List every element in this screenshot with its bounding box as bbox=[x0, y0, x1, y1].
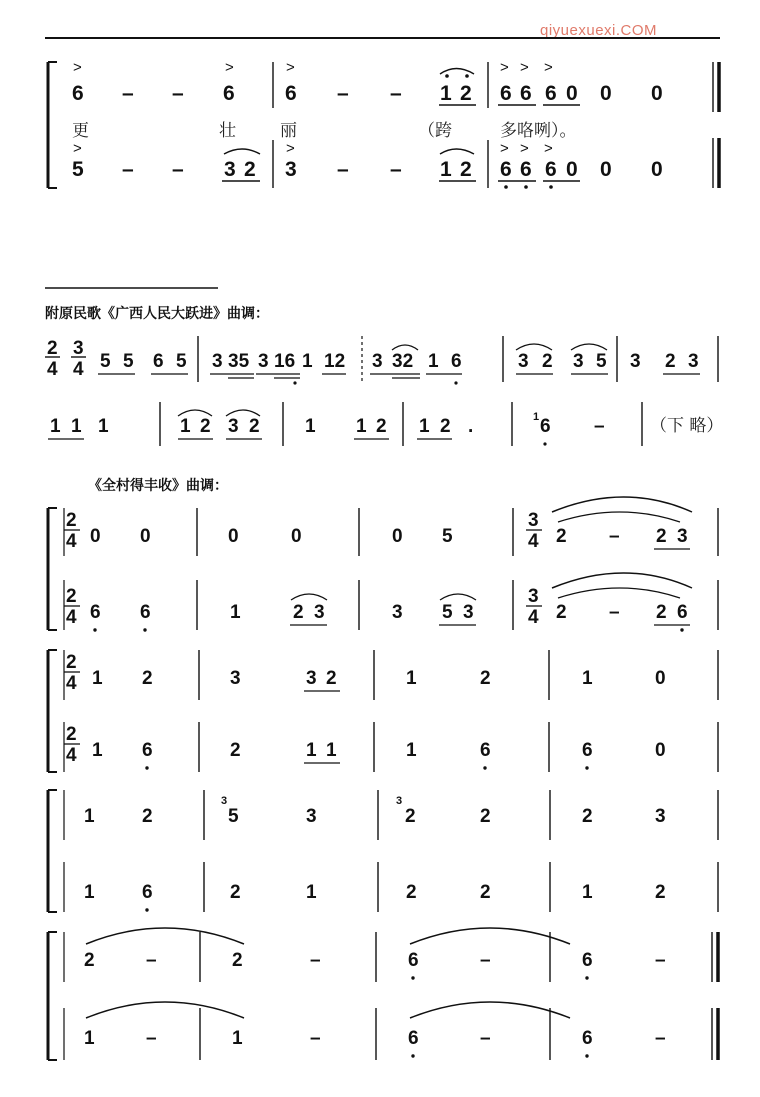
svg-text:4: 4 bbox=[73, 359, 84, 380]
svg-text:2: 2 bbox=[230, 882, 241, 903]
note: 1 bbox=[440, 158, 452, 181]
svg-text:2: 2 bbox=[230, 740, 241, 761]
note: 2 bbox=[460, 158, 472, 181]
svg-text:3: 3 bbox=[528, 586, 539, 607]
svg-text:6: 6 bbox=[408, 1028, 419, 1049]
svg-text:3: 3 bbox=[228, 416, 239, 437]
note: 6 bbox=[545, 82, 557, 105]
note: 0 bbox=[651, 158, 663, 181]
svg-text:–: – bbox=[480, 950, 491, 971]
svg-text:–: – bbox=[310, 950, 321, 971]
dash: – bbox=[390, 158, 402, 181]
svg-text:–: – bbox=[146, 1028, 157, 1049]
svg-text:3: 3 bbox=[230, 668, 241, 689]
svg-text:6: 6 bbox=[480, 740, 491, 761]
svg-text:1: 1 bbox=[582, 668, 593, 689]
svg-text:6: 6 bbox=[677, 602, 688, 623]
note: 2 bbox=[244, 158, 256, 181]
svg-text:1: 1 bbox=[533, 411, 540, 423]
svg-text:3: 3 bbox=[518, 351, 529, 372]
note: 6 bbox=[500, 82, 512, 105]
svg-text:2: 2 bbox=[66, 724, 77, 745]
svg-text:3: 3 bbox=[528, 510, 539, 531]
svg-text:>: > bbox=[500, 59, 509, 76]
svg-text:1: 1 bbox=[406, 740, 417, 761]
lyric: （跨 bbox=[418, 121, 452, 141]
dash: – bbox=[172, 158, 184, 181]
svg-text:>: > bbox=[286, 59, 295, 76]
svg-text:4: 4 bbox=[47, 359, 58, 380]
svg-text:12: 12 bbox=[324, 351, 346, 372]
svg-text:3: 3 bbox=[258, 351, 269, 372]
svg-text:16: 16 bbox=[274, 351, 296, 372]
svg-text:1: 1 bbox=[180, 416, 191, 437]
svg-text:1: 1 bbox=[84, 882, 95, 903]
svg-text:–: – bbox=[310, 1028, 321, 1049]
svg-text:4: 4 bbox=[528, 607, 539, 628]
note: 2 bbox=[460, 82, 472, 105]
svg-text:.: . bbox=[468, 416, 474, 437]
svg-text:6: 6 bbox=[142, 740, 153, 761]
svg-text:0: 0 bbox=[228, 526, 239, 547]
svg-text:6: 6 bbox=[140, 602, 151, 623]
svg-text:0: 0 bbox=[655, 668, 666, 689]
svg-text:2: 2 bbox=[655, 882, 666, 903]
svg-text:1: 1 bbox=[428, 351, 439, 372]
svg-text:1: 1 bbox=[582, 882, 593, 903]
svg-text:2: 2 bbox=[232, 950, 243, 971]
svg-text:2: 2 bbox=[249, 416, 260, 437]
svg-text:35: 35 bbox=[228, 351, 250, 372]
svg-text:6: 6 bbox=[582, 1028, 593, 1049]
svg-text:6: 6 bbox=[582, 740, 593, 761]
svg-text:–: – bbox=[480, 1028, 491, 1049]
svg-text:3: 3 bbox=[221, 795, 228, 807]
svg-text:1: 1 bbox=[98, 416, 109, 437]
svg-text:2: 2 bbox=[376, 416, 387, 437]
note: 3 bbox=[285, 158, 297, 181]
svg-text:1: 1 bbox=[232, 1028, 243, 1049]
note: 6 bbox=[285, 82, 297, 105]
svg-text:3: 3 bbox=[688, 351, 699, 372]
svg-text:1: 1 bbox=[92, 740, 103, 761]
svg-text:>: > bbox=[286, 140, 295, 157]
svg-text:–: – bbox=[609, 602, 620, 623]
svg-text:1: 1 bbox=[305, 416, 316, 437]
omitted-note: （下 略） bbox=[650, 416, 724, 436]
svg-text:2: 2 bbox=[66, 652, 77, 673]
note: 6 bbox=[223, 82, 235, 105]
svg-text:1: 1 bbox=[50, 416, 61, 437]
svg-text:2: 2 bbox=[326, 668, 337, 689]
svg-text:6: 6 bbox=[90, 602, 101, 623]
svg-text:5: 5 bbox=[100, 351, 111, 372]
svg-text:2: 2 bbox=[66, 586, 77, 607]
svg-text:5: 5 bbox=[442, 602, 453, 623]
svg-text:2: 2 bbox=[47, 338, 58, 359]
svg-text:2: 2 bbox=[582, 806, 593, 827]
svg-text:5: 5 bbox=[442, 526, 453, 547]
note: 6 bbox=[500, 158, 512, 181]
svg-text:2: 2 bbox=[480, 806, 491, 827]
note: 3 bbox=[224, 158, 236, 181]
svg-text:–: – bbox=[594, 416, 605, 437]
svg-text:3: 3 bbox=[677, 526, 688, 547]
svg-text:3: 3 bbox=[73, 338, 84, 359]
svg-text:1: 1 bbox=[306, 740, 317, 761]
svg-text:2: 2 bbox=[656, 526, 667, 547]
svg-text:5: 5 bbox=[176, 351, 187, 372]
appendix-folk-song bbox=[45, 288, 723, 446]
svg-text:>: > bbox=[544, 59, 553, 76]
svg-text:–: – bbox=[146, 950, 157, 971]
svg-text:2: 2 bbox=[542, 351, 553, 372]
svg-text:0: 0 bbox=[291, 526, 302, 547]
svg-text:0: 0 bbox=[655, 740, 666, 761]
appendix-title: 《全村得丰收》曲调： bbox=[88, 478, 228, 494]
svg-text:3: 3 bbox=[573, 351, 584, 372]
svg-text:1: 1 bbox=[84, 806, 95, 827]
svg-text:3: 3 bbox=[630, 351, 641, 372]
svg-text:1: 1 bbox=[306, 882, 317, 903]
note: 0 bbox=[600, 158, 612, 181]
svg-text:1: 1 bbox=[302, 351, 313, 372]
svg-text:5: 5 bbox=[596, 351, 607, 372]
lyric: 壮 bbox=[219, 121, 236, 141]
svg-text:6: 6 bbox=[582, 950, 593, 971]
svg-text:3: 3 bbox=[396, 795, 403, 807]
svg-text:32: 32 bbox=[392, 351, 414, 372]
svg-text:6: 6 bbox=[153, 351, 164, 372]
svg-text:6: 6 bbox=[142, 882, 153, 903]
dash: – bbox=[337, 82, 349, 105]
note: 0 bbox=[600, 82, 612, 105]
note: 0 bbox=[651, 82, 663, 105]
appendix-title: 附原民歌《广西人民大跃进》曲调： bbox=[45, 306, 269, 322]
svg-text:3: 3 bbox=[306, 668, 317, 689]
svg-text:1: 1 bbox=[230, 602, 241, 623]
dash: – bbox=[390, 82, 402, 105]
svg-text:4: 4 bbox=[66, 745, 77, 766]
svg-text:2: 2 bbox=[84, 950, 95, 971]
svg-text:0: 0 bbox=[392, 526, 403, 547]
note: 6 bbox=[520, 158, 532, 181]
svg-text:2: 2 bbox=[142, 668, 153, 689]
note: 5 bbox=[72, 158, 84, 181]
dash: – bbox=[122, 82, 134, 105]
svg-text:2: 2 bbox=[142, 806, 153, 827]
svg-text:>: > bbox=[73, 140, 82, 157]
svg-text:3: 3 bbox=[314, 602, 325, 623]
svg-text:2: 2 bbox=[480, 882, 491, 903]
svg-text:2: 2 bbox=[440, 416, 451, 437]
note: 6 bbox=[545, 158, 557, 181]
svg-text:2: 2 bbox=[480, 668, 491, 689]
note: 1 bbox=[440, 82, 452, 105]
svg-text:2: 2 bbox=[406, 882, 417, 903]
svg-text:2: 2 bbox=[293, 602, 304, 623]
svg-text:1: 1 bbox=[419, 416, 430, 437]
svg-text:3: 3 bbox=[463, 602, 474, 623]
svg-text:3: 3 bbox=[655, 806, 666, 827]
svg-text:5: 5 bbox=[228, 806, 239, 827]
svg-text:–: – bbox=[655, 1028, 666, 1049]
svg-text:1: 1 bbox=[326, 740, 337, 761]
svg-text:0: 0 bbox=[140, 526, 151, 547]
dash: – bbox=[122, 158, 134, 181]
note: 6 bbox=[72, 82, 84, 105]
svg-text:2: 2 bbox=[200, 416, 211, 437]
svg-text:2: 2 bbox=[656, 602, 667, 623]
svg-text:–: – bbox=[655, 950, 666, 971]
lyric: 更 bbox=[72, 121, 89, 141]
svg-text:2: 2 bbox=[556, 602, 567, 623]
svg-text:>: > bbox=[520, 59, 529, 76]
svg-text:5: 5 bbox=[123, 351, 134, 372]
svg-text:>: > bbox=[544, 140, 553, 157]
svg-text:3: 3 bbox=[212, 351, 223, 372]
svg-text:0: 0 bbox=[90, 526, 101, 547]
appendix-harvest-song bbox=[48, 477, 718, 1060]
svg-text:1: 1 bbox=[71, 416, 82, 437]
note: 0 bbox=[566, 82, 578, 105]
dash: – bbox=[337, 158, 349, 181]
svg-text:>: > bbox=[520, 140, 529, 157]
svg-text:>: > bbox=[500, 140, 509, 157]
svg-text:>: > bbox=[225, 59, 234, 76]
note: 6 bbox=[520, 82, 532, 105]
lyric: 多咯咧）。 bbox=[500, 121, 577, 141]
svg-text:3: 3 bbox=[392, 602, 403, 623]
svg-text:3: 3 bbox=[372, 351, 383, 372]
svg-text:4: 4 bbox=[528, 531, 539, 552]
dash: – bbox=[172, 82, 184, 105]
svg-text:6: 6 bbox=[408, 950, 419, 971]
svg-text:1: 1 bbox=[406, 668, 417, 689]
svg-text:4: 4 bbox=[66, 607, 77, 628]
watermark: qiyuexuexi.COM bbox=[540, 22, 658, 39]
lyric: 丽 bbox=[280, 121, 297, 141]
svg-text:1: 1 bbox=[356, 416, 367, 437]
svg-text:–: – bbox=[609, 526, 620, 547]
svg-text:4: 4 bbox=[66, 673, 77, 694]
svg-text:4: 4 bbox=[66, 531, 77, 552]
svg-text:2: 2 bbox=[405, 806, 416, 827]
svg-text:1: 1 bbox=[92, 668, 103, 689]
svg-text:6: 6 bbox=[451, 351, 462, 372]
svg-text:>: > bbox=[73, 59, 82, 76]
svg-text:2: 2 bbox=[556, 526, 567, 547]
svg-text:2: 2 bbox=[66, 510, 77, 531]
svg-text:3: 3 bbox=[306, 806, 317, 827]
score-system-1 bbox=[45, 38, 720, 189]
svg-text:6: 6 bbox=[540, 416, 551, 437]
svg-text:1: 1 bbox=[84, 1028, 95, 1049]
note: 0 bbox=[566, 158, 578, 181]
svg-text:2: 2 bbox=[665, 351, 676, 372]
